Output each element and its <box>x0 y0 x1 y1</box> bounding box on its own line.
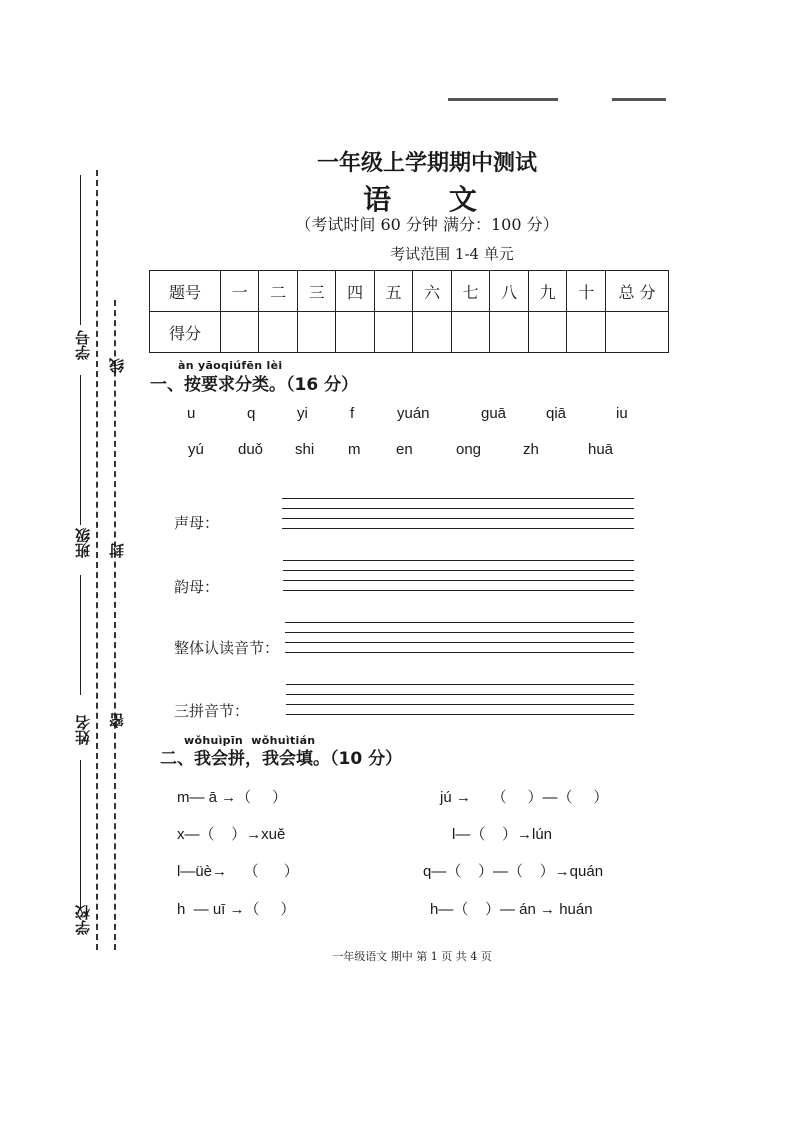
writing-line[interactable] <box>286 684 634 685</box>
pinyin-item: qiā <box>546 405 567 422</box>
pinyin-item: ong <box>456 441 482 458</box>
writing-line[interactable] <box>286 704 634 705</box>
score-header-cell: 一 <box>220 271 259 312</box>
score-table-score-row <box>150 312 669 353</box>
pinyin-item: u <box>187 405 196 422</box>
writing-line[interactable] <box>283 590 634 591</box>
writing-line[interactable] <box>286 714 634 715</box>
score-header-cell: 四 <box>336 271 375 312</box>
writing-line[interactable] <box>282 498 634 499</box>
category-label-whole-syllables: 整体认读音节： <box>174 639 280 657</box>
score-header-cell: 六 <box>413 271 452 312</box>
score-header-cell: 题号 <box>150 271 221 312</box>
score-cell[interactable] <box>528 312 567 353</box>
side-label-class: 班级 <box>74 528 92 558</box>
spelling-exercise: h—（ ）— án → huán <box>430 901 593 918</box>
score-header-cell: 总 分 <box>606 271 669 312</box>
score-cell[interactable] <box>567 312 606 353</box>
seal-mark-line: 线 <box>108 358 126 373</box>
spelling-exercise: x—（ ）→xuě <box>177 826 286 843</box>
spelling-exercise: h — uī →（ ） <box>177 901 296 918</box>
writing-line[interactable] <box>283 570 634 571</box>
spelling-exercise: m— ā →（ ） <box>177 789 288 806</box>
category-label-initials: 声母： <box>174 514 220 532</box>
writing-line[interactable] <box>283 580 634 581</box>
section1-title: 一、按要求分类。（16 分） <box>150 375 359 395</box>
writing-line[interactable] <box>286 694 634 695</box>
side-label-name: 姓名 <box>74 715 92 745</box>
subject-title: 语 文 <box>363 183 501 216</box>
score-header-cell: 三 <box>297 271 336 312</box>
section1-pinyin: àn yāoqiúfēn lèi <box>178 359 283 372</box>
seal-mark-seal: 封 <box>108 543 126 558</box>
score-cell[interactable] <box>297 312 336 353</box>
writing-line[interactable] <box>285 622 634 623</box>
section2-pinyin: wǒhuìpīn wǒhuìtián <box>184 734 316 747</box>
writing-line[interactable] <box>282 508 634 509</box>
writing-line[interactable] <box>282 528 634 529</box>
spelling-exercise: q—（ ）—（ ）→quán <box>423 863 604 880</box>
page-footer: 一年级语文 期中 第 1 页 共 4 页 <box>332 950 492 963</box>
pinyin-item: shi <box>295 441 315 458</box>
binding-line <box>80 375 81 525</box>
pinyin-item: f <box>350 405 355 422</box>
score-cell[interactable] <box>451 312 490 353</box>
pinyin-item: q <box>247 405 256 422</box>
writing-line[interactable] <box>283 560 634 561</box>
pinyin-item: iu <box>616 405 628 422</box>
score-cell[interactable] <box>259 312 298 353</box>
score-header-cell: 七 <box>451 271 490 312</box>
pinyin-item: duǒ <box>238 441 264 458</box>
score-cell[interactable] <box>336 312 375 353</box>
writing-line[interactable] <box>285 642 634 643</box>
binding-line <box>80 760 81 910</box>
side-label-school: 学校 <box>74 905 92 935</box>
pinyin-item: guā <box>481 405 507 422</box>
spelling-exercise: l—（ ）→lún <box>452 826 553 843</box>
pinyin-item: en <box>396 441 413 458</box>
scan-mark <box>612 98 666 101</box>
category-label-finals: 韵母： <box>174 578 220 596</box>
score-header-cell: 八 <box>490 271 529 312</box>
pinyin-item: m <box>348 441 361 458</box>
exam-title: 一年级上学期期中测试 <box>316 150 537 176</box>
exam-scope: 考试范围 1-4 单元 <box>390 245 514 263</box>
side-label-student-id: 学号 <box>74 330 92 360</box>
score-table-header-row <box>150 271 669 312</box>
section2-title: 二、我会拼，我会填。（10 分） <box>160 749 403 769</box>
writing-line[interactable] <box>285 632 634 633</box>
seal-mark-secret: 密 <box>108 713 126 728</box>
spelling-exercise: jú → （ ）—（ ） <box>440 789 609 806</box>
score-header-cell: 五 <box>374 271 413 312</box>
score-cell[interactable] <box>413 312 452 353</box>
score-table <box>149 270 669 353</box>
spelling-exercise: l—üè→ （ ） <box>177 863 299 880</box>
score-cell[interactable] <box>374 312 413 353</box>
exam-info: （考试时间 60 分钟 满分：100 分） <box>295 215 559 234</box>
category-label-triphthong-syllables: 三拼音节： <box>174 702 250 720</box>
score-cell[interactable] <box>606 312 669 353</box>
binding-line <box>80 575 81 695</box>
pinyin-item: zh <box>523 441 539 458</box>
score-header-cell: 九 <box>528 271 567 312</box>
binding-dashed-line <box>114 300 116 950</box>
score-cell[interactable] <box>220 312 259 353</box>
score-header-cell: 十 <box>567 271 606 312</box>
writing-line[interactable] <box>285 652 634 653</box>
scan-mark <box>448 98 558 101</box>
pinyin-item: yuán <box>397 405 430 422</box>
pinyin-item: huā <box>588 441 614 458</box>
pinyin-item: yi <box>297 405 308 422</box>
binding-dashed-line <box>96 170 98 950</box>
score-header-cell: 二 <box>259 271 298 312</box>
pinyin-item: yú <box>188 441 204 458</box>
score-cell[interactable] <box>490 312 529 353</box>
score-row-label: 得分 <box>150 312 221 353</box>
writing-line[interactable] <box>282 518 634 519</box>
